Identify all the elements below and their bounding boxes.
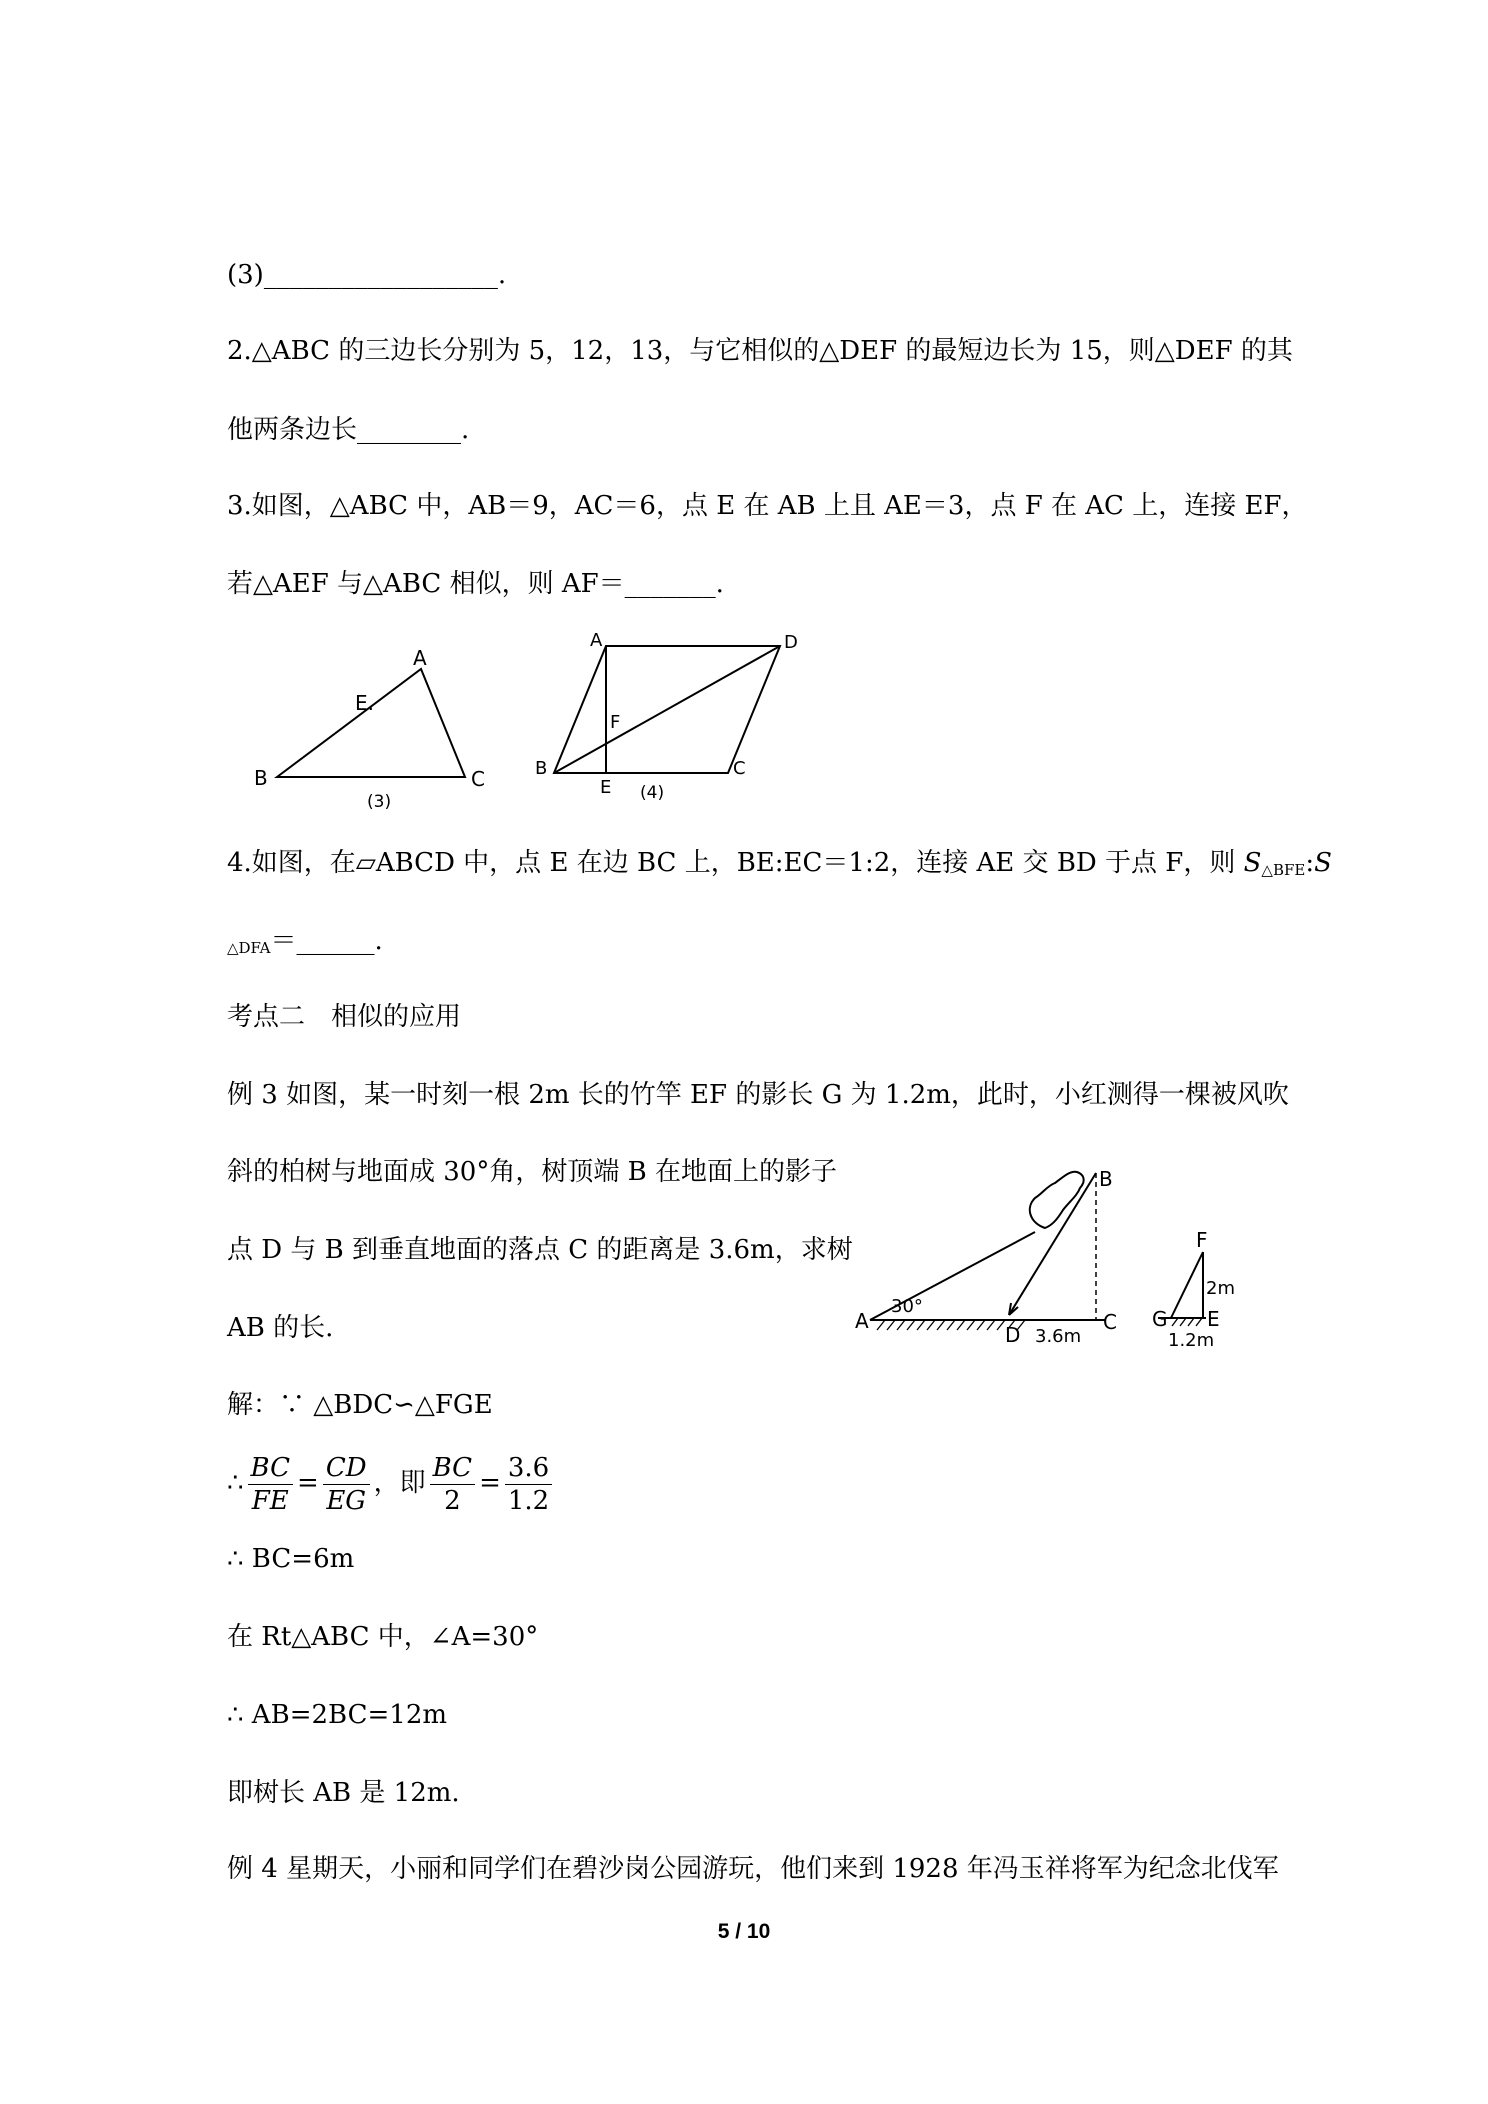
example-3-line-4: AB 的长. <box>227 1313 334 1343</box>
label-f: F <box>1196 1228 1208 1252</box>
solution-line-4: 在 Rt△ABC 中，∠A=30° <box>227 1622 539 1652</box>
fraction-bc-fe: $\frac{BC}{FE}$ <box>248 1452 293 1517</box>
length-dc-label: 3.6m <box>1035 1326 1082 1347</box>
figure-3-caption: (3) <box>367 792 392 812</box>
label-e: E <box>1207 1307 1220 1331</box>
label-e: E <box>600 777 612 798</box>
label-d: D <box>1005 1323 1021 1347</box>
height-label: 2m <box>1206 1278 1235 1299</box>
question-3-line-1: 3.如图，△ABC 中，AB＝9，AC＝6，点 E 在 AB 上且 AE＝3，点 F 在 AC 上，连接 EF， <box>227 491 1308 521</box>
triangle-abc-shape <box>277 669 465 777</box>
example-4-line-1: 例 4 星期天，小丽和同学们在碧沙岗公园游玩，他们来到 1928 年冯玉祥将军为纪念北伐军 <box>227 1854 1279 1884</box>
angle-label: 30° <box>891 1296 923 1317</box>
solution-line-3: ∴ BC=6m <box>227 1544 355 1574</box>
label-a: A <box>855 1309 869 1333</box>
label-c: C <box>1103 1310 1117 1334</box>
page-number: 5 / 10 <box>717 1920 771 1943</box>
example-3-line-3: 点 D 与 B 到垂直地面的落点 C 的距离是 3.6m，求树 <box>227 1235 853 1265</box>
label-c: C <box>733 758 746 779</box>
fraction-36-12: $\frac{3.6}{1.2}$ <box>505 1452 552 1517</box>
solution-line-6: 即树长 AB 是 12m. <box>227 1778 460 1808</box>
pole-ray <box>1171 1252 1203 1318</box>
solution-line-2: ∴ $\frac{BC}{FE}$ = $\frac{CD}{EG}$ ，即 $\frac{BC}{2}$ = $\frac{3.6}{1.2}$ <box>227 1448 556 1518</box>
fraction-cd-eg: $\frac{CD}{EG}$ <box>323 1452 370 1517</box>
parallelogram-symbol: ▱ <box>355 848 376 878</box>
question-2-line-2: 他两条边长________. <box>227 415 470 445</box>
label-d: D <box>784 632 798 653</box>
label-b: B <box>1099 1167 1113 1191</box>
fraction-bc-2: $\frac{BC}{2}$ <box>430 1452 475 1517</box>
question-3-line-2: 若△AEF 与△ABC 相似，则 AF＝_______. <box>227 569 724 599</box>
example-3-line-1: 例 3 如图，某一时刻一根 2m 长的竹竿 EF 的影长 G 为 1.2m，此时，小红测得一棵被风吹 <box>227 1080 1289 1110</box>
figure-4-caption: (4) <box>640 783 665 803</box>
example-3-line-2: 斜的柏树与地面成 30°角，树顶端 B 在地面上的影子 <box>227 1157 837 1187</box>
question-4-line-2: $_{\triangle DFA}$＝______. <box>227 926 383 957</box>
label-c: C <box>471 767 485 791</box>
label-b: B <box>535 758 548 779</box>
solution-line-1: 解：∵ △BDC∽△FGE <box>227 1390 493 1420</box>
tree-crown <box>1030 1172 1084 1228</box>
figure-3-triangle <box>245 630 505 814</box>
pole-figure <box>1148 1222 1248 1356</box>
question-4-line-1: 4.如图，在▱ABCD 中，点 E 在边 BC 上，BE:EC＝1:2，连接 AE 交 BD 于点 F，则 $S_{\triangle BFE}:S$ <box>227 848 1332 879</box>
ground-hatching <box>877 1320 1025 1330</box>
label-a: A <box>590 630 603 651</box>
figure-4-parallelogram <box>530 628 820 817</box>
section-heading: 考点二 相似的应用 <box>227 1002 462 1032</box>
label-b: B <box>254 766 268 790</box>
label-g: G <box>1152 1307 1168 1331</box>
diagonal-bd <box>554 646 780 773</box>
shadow-label: 1.2m <box>1168 1330 1215 1351</box>
tree-figure <box>855 1158 1115 1352</box>
label-f: F <box>610 712 621 733</box>
pole-ground-hatching <box>1172 1318 1202 1326</box>
question-2-line-1: 2.△ABC 的三边长分别为 5，12，13，与它相似的△DEF 的最短边长为 15，则△DEF 的其 <box>227 336 1293 366</box>
question-1-item-3: (3)__________________. <box>227 260 507 290</box>
label-e: E. <box>355 691 374 715</box>
solution-line-5: ∴ AB=2BC=12m <box>227 1700 448 1730</box>
label-a: A <box>413 646 427 670</box>
